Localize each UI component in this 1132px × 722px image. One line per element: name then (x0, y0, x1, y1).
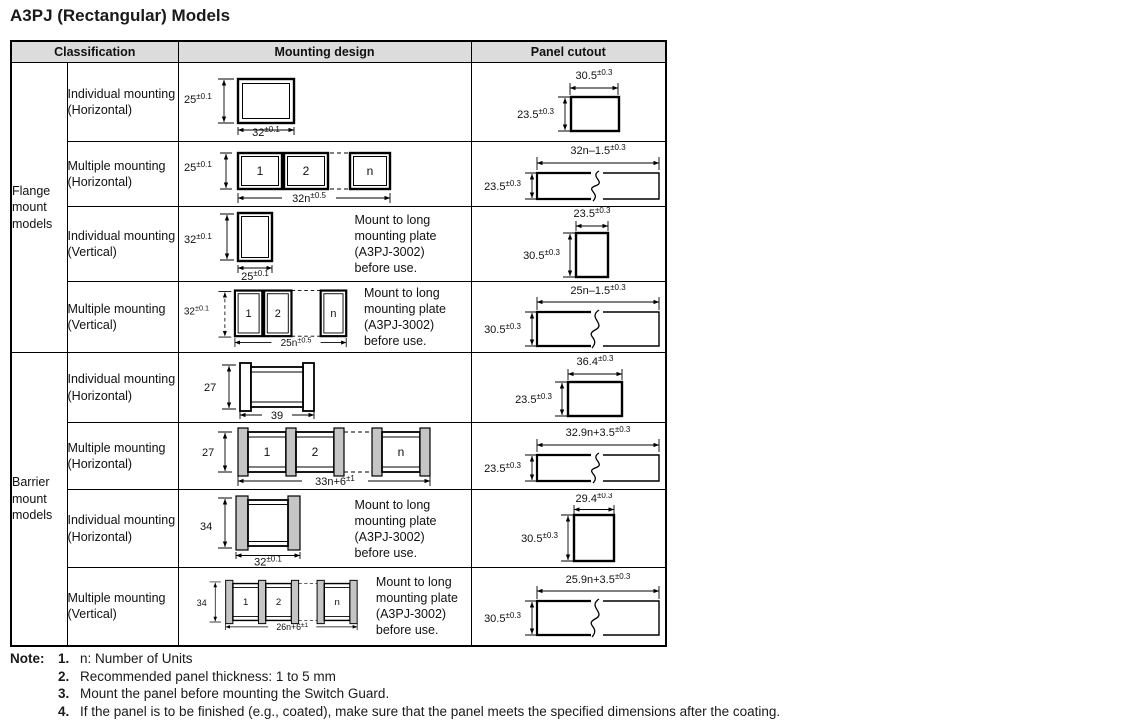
cutout-diagram (473, 573, 663, 639)
note-label: Note: (10, 651, 45, 666)
dim-height-label: $30.5^{\pm 0.3}$ (484, 322, 522, 336)
classification-label: Multiple mounting (Vertical) (67, 568, 178, 646)
mounting-diagram (196, 355, 336, 421)
classification-label: Multiple mounting (Vertical) (67, 282, 178, 353)
note-text: If the panel is to be finished (e.g., coated), make sure that the panel meets the specified dimensions after the coating. (80, 703, 781, 719)
cutout-diagram (476, 355, 661, 421)
mounting-diagram (182, 207, 302, 281)
cutout-diagram (473, 425, 663, 487)
unit-label-1: 1 (242, 597, 248, 609)
dim-width-label: $25^{\pm 0.1}$ (240, 269, 269, 281)
unit-label-1: 1 (263, 445, 270, 459)
dim-height-label: 27 (201, 447, 214, 459)
dim-width-label: $32^{\pm 0.1}$ (251, 125, 280, 137)
dim-height-label: $23.5^{\pm 0.3}$ (484, 179, 522, 193)
unit-label-1: 1 (256, 164, 263, 178)
dim-height-label: 34 (196, 598, 207, 609)
dim-lines (525, 439, 659, 481)
classification-label: Individual mounting (Vertical) (67, 207, 178, 282)
note-text: Mount the panel before mounting the Switch Guard. (80, 686, 390, 701)
dim-height-label: $23.5^{\pm 0.3}$ (514, 391, 552, 406)
table-row (11, 142, 666, 207)
mounting-note: Mount to long mounting plate (A3PJ-3002) before use. (363, 286, 446, 348)
mounting-note: Mount to long mounting plate (A3PJ-3002) before use. (375, 575, 458, 638)
dim-width-label: $36.4^{\pm 0.3}$ (576, 354, 614, 368)
switch-body (236, 496, 300, 550)
dim-width-label: $23.5^{\pm 0.3}$ (573, 207, 611, 220)
mounting-note: Mount to long mounting plate (A3PJ-3002) before use. (354, 497, 437, 560)
unit-label-2: 2 (274, 308, 281, 320)
dim-height-label: 34 (199, 520, 212, 533)
header-mounting-design: Mounting design (178, 41, 471, 63)
header-row (11, 41, 666, 63)
group-label-flange: Flange mount models (11, 63, 67, 353)
table-row (11, 207, 666, 282)
dim-width-label: $32n-1.5^{\pm 0.3}$ (570, 143, 626, 157)
table-row (11, 282, 666, 353)
classification-label: Individual mounting (Horizontal) (67, 353, 178, 423)
header-panel-cutout: Panel cutout (471, 41, 666, 63)
unit-label-n: n (329, 308, 336, 320)
cutout-rect-broken (537, 453, 659, 483)
table-row (11, 423, 666, 490)
dim-height-label: $30.5^{\pm 0.3}$ (520, 530, 558, 545)
note-number: 2. (58, 668, 70, 684)
unit-label-n: n (397, 445, 404, 459)
table-row (11, 568, 666, 646)
note-number: 4. (58, 703, 70, 719)
notes-section (10, 650, 1080, 720)
switch-body (238, 213, 272, 261)
cutout-rect (574, 515, 614, 561)
cutout-diagram (476, 67, 661, 137)
dim-height-label: $32^{\pm 0.1}$ (183, 232, 212, 246)
mounting-diagram (182, 143, 397, 205)
page-title: A3PJ (Rectangular) Models (10, 6, 231, 25)
mounting-diagram (196, 424, 446, 488)
header-classification: Classification (11, 41, 178, 63)
mounting-note: Mount to long mounting plate (A3PJ-3002) before use. (354, 213, 437, 275)
mounting-diagram (192, 570, 376, 642)
dim-width-label: $32n^{\pm 0.5}$ (291, 191, 326, 205)
dim-width-label: $25n-1.5^{\pm 0.3}$ (570, 284, 626, 297)
cutout-diagram (473, 284, 663, 350)
note-number: 3. (58, 686, 70, 701)
dim-height-label: $25^{\pm 0.1}$ (183, 92, 212, 106)
table-row (11, 353, 666, 423)
classification-label: Individual mounting (Horizontal) (67, 490, 178, 568)
mounting-diagram (192, 492, 332, 566)
cutout-diagram (476, 493, 661, 565)
classification-label: Individual mounting (Horizontal) (67, 63, 178, 142)
note-text: Recommended panel thickness: 1 to 5 mm (80, 668, 336, 684)
dim-height-label: 27 (203, 381, 216, 394)
dim-height-label: $23.5^{\pm 0.3}$ (484, 461, 522, 475)
note-number: 1. (58, 651, 70, 666)
dim-height-label: $32^{\pm 0.1}$ (183, 303, 209, 318)
unit-label-n: n (333, 597, 340, 609)
switch-body (238, 79, 294, 123)
classification-label: Multiple mounting (Horizontal) (67, 423, 178, 490)
dim-height-label: $25^{\pm 0.1}$ (183, 160, 212, 174)
table-row (11, 490, 666, 568)
cutout-rect (576, 233, 608, 277)
dim-height-label: $23.5^{\pm 0.3}$ (516, 107, 554, 121)
switch-body (240, 363, 314, 411)
unit-label-n: n (366, 164, 373, 178)
dim-width-label: $33n+6^{\pm 1}$ (314, 474, 355, 488)
spec-table (10, 40, 667, 647)
cutout-rect (568, 382, 622, 416)
mounting-diagram (182, 282, 364, 352)
dim-width-label: $30.5^{\pm 0.3}$ (575, 68, 613, 82)
cutout-rect-broken (537, 171, 659, 201)
dim-width-label: $25n^{\pm 0.5}$ (280, 335, 311, 350)
dim-lines (525, 157, 659, 199)
note-text: n: Number of Units (80, 651, 193, 666)
dim-width-label: $25.9n+3.5^{\pm 0.3}$ (565, 573, 631, 587)
cutout-rect (571, 97, 619, 131)
dim-lines (525, 297, 659, 346)
unit-label-1: 1 (245, 308, 252, 320)
dim-height-label: $30.5^{\pm 0.3}$ (484, 611, 522, 626)
dim-width-label: $26n+6^{\pm 1}$ (275, 622, 308, 633)
dim-width-label: $32^{\pm 0.1}$ (253, 554, 282, 566)
unit-label-2: 2 (275, 597, 281, 609)
dim-width-label: 39 (270, 409, 283, 421)
table-row (11, 63, 666, 142)
group-label-barrier: Barrier mount models (11, 353, 67, 646)
classification-label: Multiple mounting (Horizontal) (67, 142, 178, 207)
dim-height-label: $30.5^{\pm 0.3}$ (522, 248, 560, 262)
cutout-diagram (476, 207, 661, 281)
dim-width-label: $32.9n+3.5^{\pm 0.3}$ (565, 425, 631, 439)
mounting-diagram (182, 67, 332, 137)
dim-lines (525, 586, 659, 635)
cutout-rect-broken (537, 310, 659, 348)
unit-label-2: 2 (311, 445, 318, 459)
unit-label-2: 2 (302, 164, 309, 178)
dim-width-label: $29.4^{\pm 0.3}$ (575, 492, 613, 505)
cutout-rect-broken (537, 599, 659, 637)
cutout-diagram (473, 143, 663, 205)
